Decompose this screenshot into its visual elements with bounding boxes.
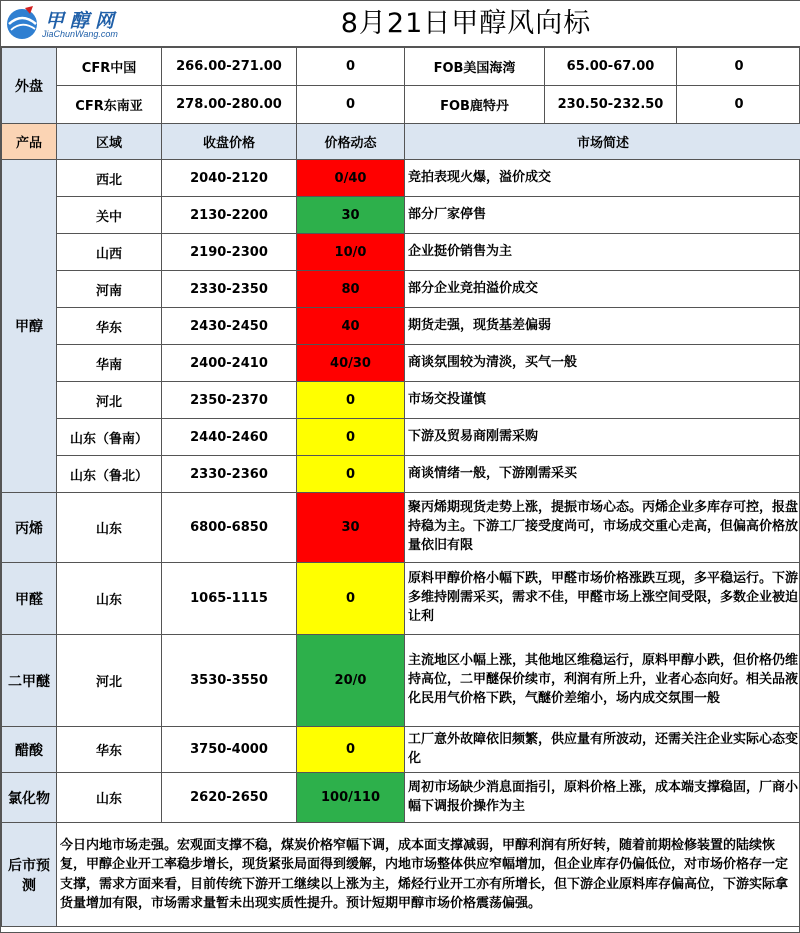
price-cell: 2430-2450 (162, 308, 297, 345)
change-cell: 30 (297, 197, 405, 234)
region-cell: 关中 (57, 197, 162, 234)
overseas-change: 0 (297, 48, 405, 86)
region-cell: 山西 (57, 234, 162, 271)
col-header-product: 产品 (2, 124, 57, 160)
change-cell: 40/30 (297, 345, 405, 382)
price-cell: 2440-2460 (162, 419, 297, 456)
table-row (2, 308, 800, 345)
summary-cell: 部分厂家停售 (405, 197, 800, 234)
price-cell: 2040-2120 (162, 160, 297, 197)
change-cell: 40 (297, 308, 405, 345)
change-cell: 20/0 (297, 635, 405, 727)
change-cell: 30 (297, 493, 405, 563)
change-cell: 0 (297, 727, 405, 773)
price-cell: 6800-6850 (162, 493, 297, 563)
change-cell: 0 (297, 419, 405, 456)
change-cell: 10/0 (297, 234, 405, 271)
region-cell: 山东 (57, 563, 162, 635)
product-cell: 丙烯 (2, 493, 57, 563)
summary-cell: 市场交投谨慎 (405, 382, 800, 419)
change-cell: 80 (297, 271, 405, 308)
price-cell: 2400-2410 (162, 345, 297, 382)
table-row (2, 234, 800, 271)
overseas-name: FOB鹿特丹 (405, 86, 545, 124)
overseas-price: 278.00-280.00 (162, 86, 297, 124)
price-cell: 2330-2350 (162, 271, 297, 308)
region-cell: 山东 (57, 493, 162, 563)
table-row (2, 86, 800, 124)
price-table (1, 47, 800, 927)
col-header-summary: 市场简述 (405, 124, 800, 160)
forecast-label: 后市预测 (2, 823, 57, 927)
product-cell: 醋酸 (2, 727, 57, 773)
table-row (2, 823, 800, 927)
forecast-text: 今日内地市场走强。宏观面支撑不稳，煤炭价格窄幅下调，成本面支撑减弱，甲醇利润有所好转，随着前期检修装置的陆续恢复，甲醇企业开工率稳步增长，现货紧张局面得到缓解，内地市场整体供应窄幅增加，但企业库存仍偏低位，对市场价格存一定支撑，需求方面来看，目前传统下游开工继续以上涨为主，烯烃行业开工亦有所增长，但下游企业原料库存偏高位，下游实际拿货量增加有限，市场需求量暂未出现实质性提升。预计短期甲醇市场价格震荡偏强。 (57, 823, 800, 927)
region-cell: 河南 (57, 271, 162, 308)
table-row (2, 160, 800, 197)
summary-cell: 部分企业竞拍溢价成交 (405, 271, 800, 308)
summary-cell: 下游及贸易商刚需采购 (405, 419, 800, 456)
region-cell: 河北 (57, 635, 162, 727)
table-row (2, 271, 800, 308)
table-row (2, 124, 800, 160)
region-cell: 西北 (57, 160, 162, 197)
overseas-name: CFR东南亚 (57, 86, 162, 124)
region-cell: 山东（鲁南） (57, 419, 162, 456)
price-cell: 2130-2200 (162, 197, 297, 234)
table-row (2, 382, 800, 419)
col-header-region: 区域 (57, 124, 162, 160)
overseas-change: 0 (297, 86, 405, 124)
price-cell: 2190-2300 (162, 234, 297, 271)
table-row (2, 563, 800, 635)
change-cell: 0 (297, 456, 405, 493)
col-header-change: 价格动态 (297, 124, 405, 160)
page-title: 8月21日甲醇风向标 (340, 8, 592, 39)
summary-cell: 商谈情绪一般，下游刚需采买 (405, 456, 800, 493)
summary-cell: 商谈氛围较为清淡，买气一般 (405, 345, 800, 382)
table-row (2, 48, 800, 86)
price-cell: 3530-3550 (162, 635, 297, 727)
col-header-price: 收盘价格 (162, 124, 297, 160)
logo-subtitle: JiaChunWang.com (42, 29, 118, 39)
table-row (2, 419, 800, 456)
overseas-change: 0 (677, 48, 800, 86)
overseas-name: FOB美国海湾 (405, 48, 545, 86)
region-cell: 山东 (57, 773, 162, 823)
summary-cell: 竞拍表现火爆，溢价成交 (405, 160, 800, 197)
summary-cell: 主流地区小幅上涨，其他地区维稳运行，原料甲醇小跌，但价格仍维持高位，二甲醚保价续市，利润有所上升，业者心态向好。相关品液化民用气价格下跌，气醚价差缩小，场内成交氛围一般 (405, 635, 800, 727)
price-cell: 2620-2650 (162, 773, 297, 823)
summary-cell: 企业挺价销售为主 (405, 234, 800, 271)
table-row (2, 727, 800, 773)
price-cell: 1065-1115 (162, 563, 297, 635)
change-cell: 100/110 (297, 773, 405, 823)
table-row (2, 197, 800, 234)
summary-cell: 期货走强，现货基差偏弱 (405, 308, 800, 345)
product-cell: 二甲醚 (2, 635, 57, 727)
overseas-price: 65.00-67.00 (545, 48, 677, 86)
region-cell: 华南 (57, 345, 162, 382)
table-row (2, 773, 800, 823)
region-cell: 华东 (57, 308, 162, 345)
summary-cell: 周初市场缺少消息面指引，原料价格上涨，成本端支撑稳固，厂商小幅下调报价操作为主 (405, 773, 800, 823)
table-row (2, 493, 800, 563)
overseas-label: 外盘 (2, 48, 57, 124)
region-cell: 河北 (57, 382, 162, 419)
overseas-change: 0 (677, 86, 800, 124)
price-cell: 2350-2370 (162, 382, 297, 419)
site-logo[interactable] (3, 4, 123, 44)
summary-cell: 聚丙烯期现货走势上涨，提振市场心态。丙烯企业多库存可控，报盘持稳为主。下游工厂接受度尚可，市场成交重心走高，但偏高价格放量依旧有限 (405, 493, 800, 563)
globe-icon (3, 4, 43, 42)
product-methanol: 甲醇 (2, 160, 57, 493)
change-cell: 0/40 (297, 160, 405, 197)
product-cell: 甲醛 (2, 563, 57, 635)
overseas-name: CFR中国 (57, 48, 162, 86)
price-cell: 2330-2360 (162, 456, 297, 493)
change-cell: 0 (297, 563, 405, 635)
overseas-price: 230.50-232.50 (545, 86, 677, 124)
region-cell: 山东（鲁北） (57, 456, 162, 493)
table-row (2, 635, 800, 727)
table-row (2, 456, 800, 493)
change-cell: 0 (297, 382, 405, 419)
price-cell: 3750-4000 (162, 727, 297, 773)
product-cell: 氯化物 (2, 773, 57, 823)
title-bar (1, 1, 800, 47)
logo-text: 甲醇网 (45, 10, 121, 32)
summary-cell: 工厂意外故障依旧频繁，供应量有所波动，还需关注企业实际心态变化 (405, 727, 800, 773)
table-row (2, 345, 800, 382)
overseas-price: 266.00-271.00 (162, 48, 297, 86)
summary-cell: 原料甲醇价格小幅下跌，甲醛市场价格涨跌互现，多平稳运行。下游多维持刚需采买，需求不佳，甲醛市场上涨空间受限，多数企业被迫让利 (405, 563, 800, 635)
region-cell: 华东 (57, 727, 162, 773)
